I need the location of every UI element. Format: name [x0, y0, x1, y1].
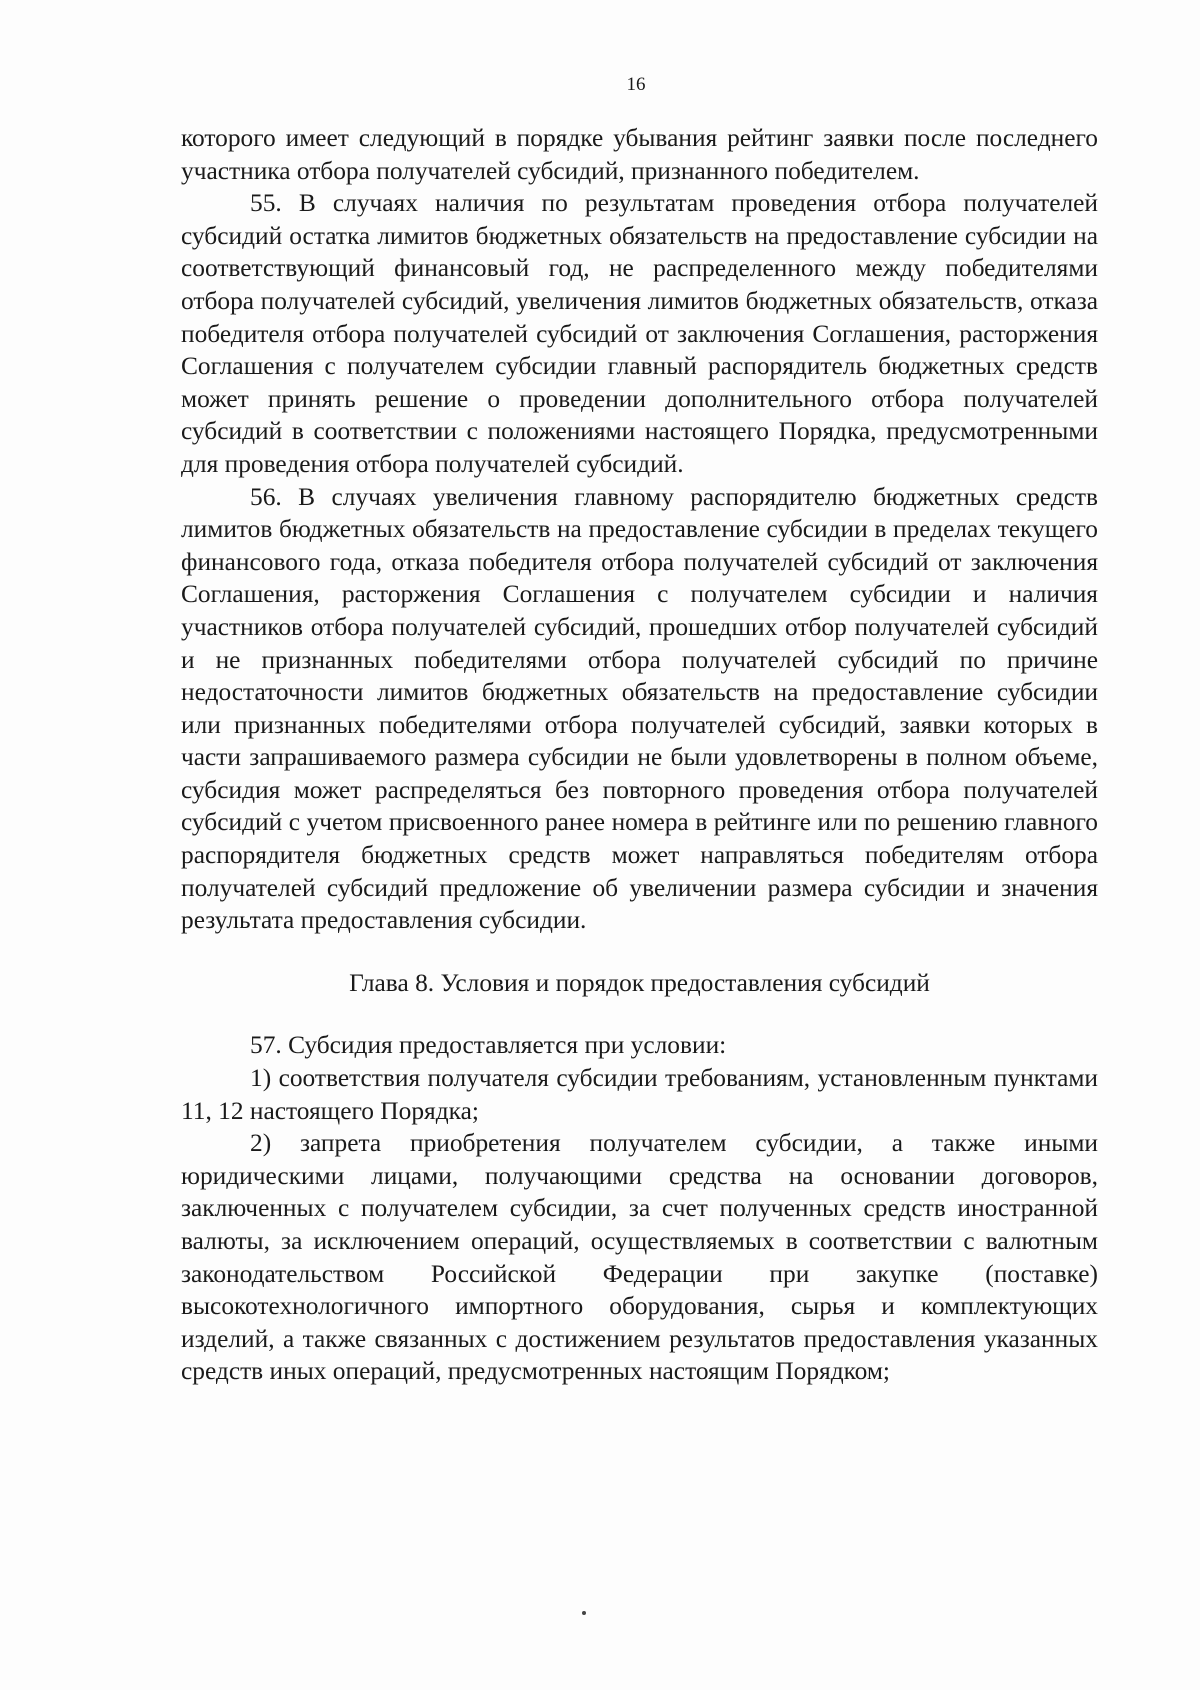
- paragraph-57-item-1: 1) соответствия получателя субсидии требованиям, установленным пунктами 11, 12 настоящего Порядка;: [181, 1064, 1098, 1125]
- paragraph-continuation: которого имеет следующий в порядке убывания рейтинг заявки после последнего участника отбора получателей субсидий, признанного победителем.: [181, 124, 1098, 185]
- paragraph-56: 56. В случаях увеличения главному распорядителю бюджетных средств лимитов бюджетных обязательств на предоставление субсидии в пределах текущего финансового года, отказа победителя отбора получателей субсидий от заключения Соглашения, расторжения Соглашения с получателем субсидии и наличия участников отбора получателей субсидий, прошедших отбор получателей субсидий и не признанных победителями отбора получателей субсидий по причине недостаточности лимитов бюджетных обязательств на предоставление субсидии или признанных победителями отбора получателей субсидий, заявки которых в части запрашиваемого размера субсидии не были удовлетворены в полном объеме, субсидия может распределяться без повторного проведения отбора получателей субсидий с учетом присвоенного ранее номера в рейтинге или по решению главного распорядителя бюджетных средств может направляться победителям отбора получателей субсидий предложение об увеличении размера субсидии и значения результата предоставления субсидии.: [181, 482, 1098, 935]
- paragraph-55: 55. В случаях наличия по результатам проведения отбора получателей субсидий остатка лимитов бюджетных обязательств на предоставление субсидии на соответствующий финансовый год, не распределенного между победителями отбора получателей субсидий, увеличения лимитов бюджетных обязательств, отказа победителя отбора получателей субсидий от заключения Соглашения, расторжения Соглашения с получателем субсидии главный распорядитель бюджетных средств может принять решение о проведении дополнительного отбора получателей субсидий в соответствии с положениями настоящего Порядка, предусмотренными для проведения отбора получателей субсидий.: [181, 189, 1098, 478]
- scan-dot-mark: [582, 1611, 586, 1615]
- chapter-heading: Глава 8. Условия и порядок предоставления субсидий: [349, 968, 930, 997]
- paragraph-57-item-2: 2) запрета приобретения получателем субсидии, а также иными юридическими лицами, получающими средства на основании договоров, заключенных с получателем субсидии, за счет полученных средств иностранной валюты, за исключением операций, осуществляемых в соответствии с валютным законодательством Российской Федерации при закупке (поставке) высокотехнологичного импортного оборудования, сырья и комплектующих изделий, а также связанных с достижением результатов предоставления указанных средств иных операций, предусмотренных настоящим Порядком;: [181, 1129, 1098, 1386]
- page-number: 16: [626, 74, 646, 95]
- paragraph-57: 57. Субсидия предоставляется при условии:: [250, 1031, 727, 1060]
- document-body: [181, 122, 1098, 1388]
